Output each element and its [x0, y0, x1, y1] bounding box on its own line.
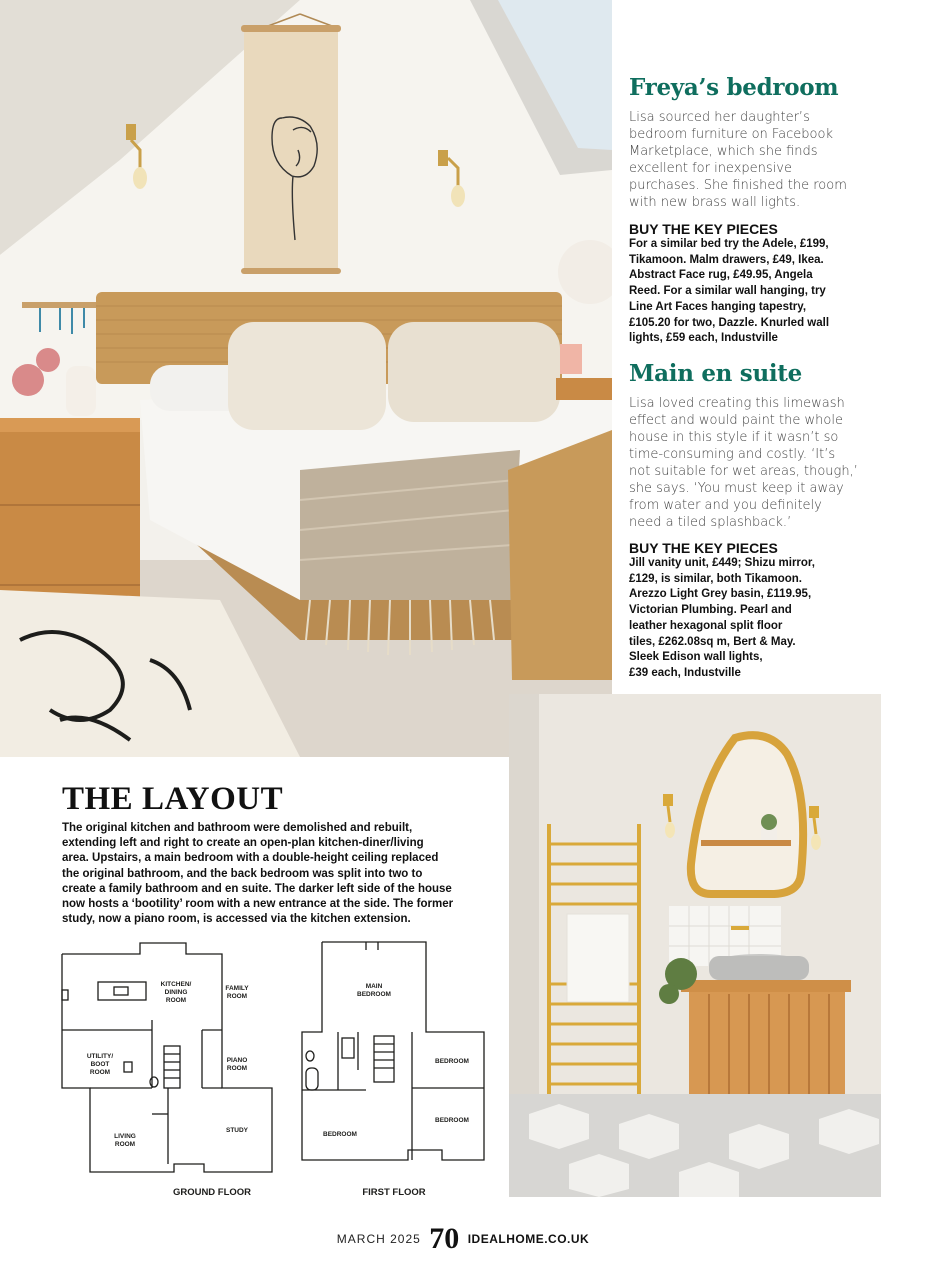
layout-text [62, 821, 492, 927]
ensuite-body [629, 395, 858, 531]
room-bedroom-left-label: BEDROOM [323, 1131, 357, 1138]
cushion-left [228, 322, 386, 430]
ensuite-buy-text [629, 556, 851, 682]
ensuite-buy-line: £129, is similar, both Tikamoon. [629, 572, 802, 585]
ensuite-buy-title: BUY THE KEY PIECES [629, 540, 778, 556]
freya-buy-line: £105.20 for two, Dazzle. Knurled wall [629, 316, 830, 329]
malm-drawers [0, 418, 140, 618]
freya-body-line: Lisa sourced her daughter’s [629, 110, 810, 125]
freya-heading: Freya’s bedroom [629, 74, 839, 101]
room-living-label-line: ROOM [114, 1141, 136, 1148]
room-utility-label-line: BOOT [90, 1061, 110, 1068]
footer-site: IDEALHOME.CO.UK [467, 1232, 590, 1246]
cushion-right [388, 322, 560, 422]
ensuite-buy-line: Jill vanity unit, £449; Shizu mirror, [629, 557, 815, 569]
freya-buy-line: Line Art Faces hanging tapestry, [629, 300, 807, 313]
ensuite-buy-line: tiles, £262.08sq m, Bert & May. [629, 635, 796, 648]
freya-buy-line: For a similar bed try the Adele, £199, [629, 238, 829, 250]
layout-text-line: the original bathroom, and the back bedroom was split into two to [62, 867, 423, 880]
room-kitchen-label-line: DINING [164, 989, 188, 996]
bathroom-illustration [509, 694, 881, 1197]
room-main-bedroom-label-line: MAIN [365, 983, 383, 990]
floorplan-ground [56, 938, 292, 1200]
knitted-throw [300, 450, 520, 600]
freya-buy-text [629, 237, 851, 347]
page-number: 70 [429, 1222, 460, 1255]
ensuite-body-line: Lisa loved creating this limewash [629, 396, 845, 411]
room-bedroom-upper-label: BEDROOM [435, 1058, 469, 1065]
freya-buy-line: lights, £59 each, Industville [629, 332, 778, 345]
ensuite-body-line: time-consuming and costly. ‘It’s [629, 447, 836, 462]
freya-buy-line: Tikamoon. Malm drawers, £49, Ikea. [629, 253, 824, 266]
footer-month: MARCH 2025 [336, 1232, 421, 1246]
freya-body-line: with new brass wall lights. [629, 195, 801, 210]
freya-body [629, 109, 851, 211]
wall-hanging [244, 32, 338, 270]
bathroom-photo [509, 694, 881, 1197]
layout-text-line: create a family bathroom and en suite. The darker left side of the house [62, 882, 452, 895]
layout-title: THE LAYOUT [62, 781, 284, 817]
layout-text-line: extending left and right to create an open-plan kitchen-diner/living [62, 837, 424, 850]
room-piano-label-line: PIANO [226, 1057, 248, 1064]
room-kitchen-label-line: KITCHEN/ [160, 981, 192, 988]
layout-text-line: The original kitchen and bathroom were demolished and rebuilt, [62, 822, 413, 834]
page-footer [0, 1222, 926, 1256]
freya-buy-line: Abstract Face rug, £49.95, Angela [629, 269, 813, 282]
freya-body-line: bedroom furniture on Facebook [629, 127, 833, 142]
freya-buy-line: Reed. For a similar wall hanging, try [629, 285, 826, 298]
ground-floor-caption: GROUND FLOOR [172, 1187, 252, 1198]
room-kitchen-label-line: ROOM [165, 997, 187, 1004]
ensuite-body-line: not suitable for wet areas, though,’ [629, 464, 858, 479]
room-living-label-line: LIVING [114, 1133, 136, 1140]
freya-body-line: Marketplace, which she finds [629, 144, 818, 159]
room-bedroom-lower-right-label: BEDROOM [435, 1117, 469, 1124]
ensuite-buy-line: leather hexagonal split floor [629, 619, 783, 632]
room-family-label-line: FAMILY [225, 985, 249, 992]
ensuite-body-line: from water and you definitely [629, 498, 822, 513]
room-utility-label-line: UTILITY/ [86, 1053, 114, 1060]
room-utility-label-line: ROOM [89, 1069, 111, 1076]
layout-text-line: study, now a piano room, is accessed via the kitchen extension. [62, 913, 411, 926]
ensuite-body-line: need a tiled splashback.’ [629, 515, 792, 530]
ensuite-body-line: she says. ‘You must keep it away [629, 481, 844, 496]
bedroom-illustration [0, 0, 612, 757]
ensuite-buy-line: £39 each, Industville [629, 666, 741, 679]
ensuite-body-line: effect and would paint the whole [629, 413, 843, 428]
freya-body-line: excellent for inexpensive [629, 161, 792, 176]
jill-vanity-top [681, 980, 851, 992]
ensuite-buy-line: Sleek Edison wall lights, [629, 651, 763, 664]
ensuite-body-line: house in this style if it wasn’t so [629, 430, 839, 445]
bedroom-photo [0, 0, 612, 757]
layout-text-line: area. Upstairs, a main bedroom with a double-height ceiling replaced [62, 852, 439, 865]
room-family-label-line: ROOM [226, 993, 248, 1000]
room-piano-label-line: ROOM [226, 1065, 248, 1072]
freya-body-line: purchases. She finished the room [629, 178, 847, 193]
ensuite-buy-line: Arezzo Light Grey basin, £119.95, [629, 588, 812, 601]
room-main-bedroom-label-line: BEDROOM [357, 991, 391, 998]
rattan-footboard [508, 430, 612, 680]
layout-text-line: now hosts a ‘bootility’ room with a new entrance at the side. The former [62, 898, 454, 911]
first-floor-caption: FIRST FLOOR [362, 1187, 426, 1198]
towel [567, 914, 629, 1002]
ensuite-heading: Main en suite [629, 360, 802, 387]
ensuite-buy-line: Victorian Plumbing. Pearl and [629, 604, 792, 617]
room-study-label-line: STUDY [225, 1127, 249, 1134]
floorplan-first [296, 938, 492, 1200]
freya-buy-title: BUY THE KEY PIECES [629, 221, 778, 237]
